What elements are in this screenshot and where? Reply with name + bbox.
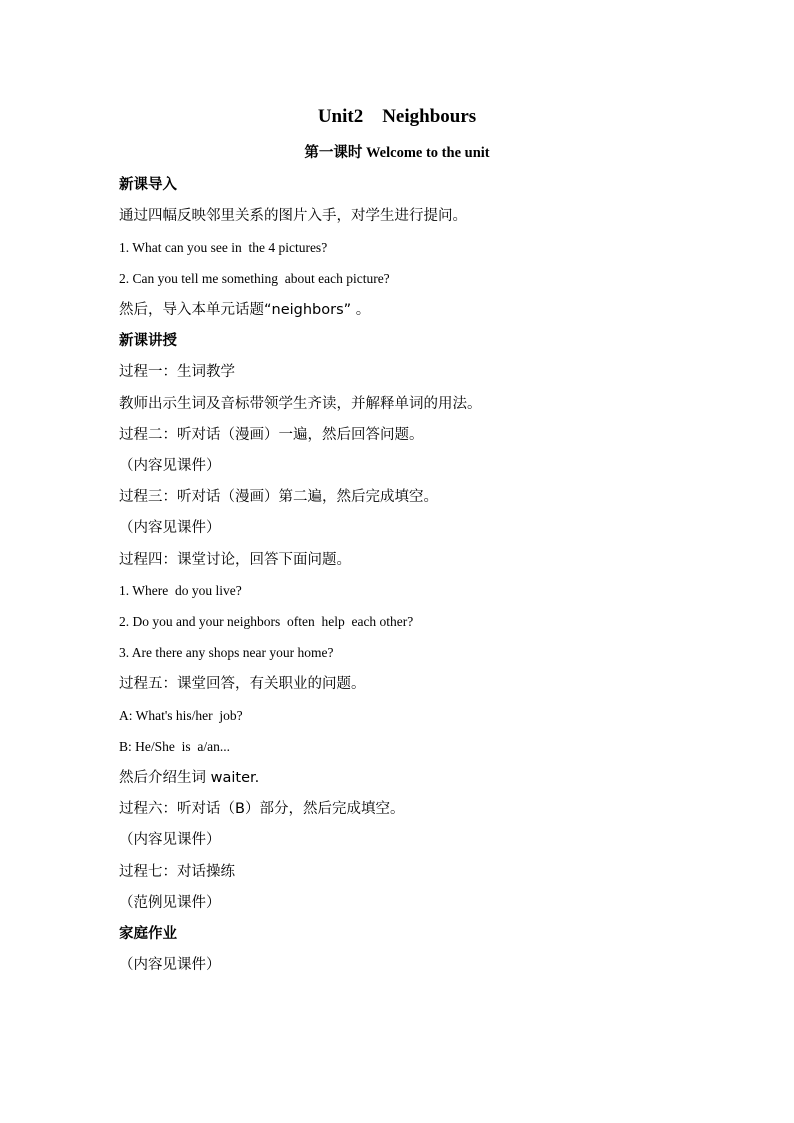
dialogue-line: A: What's his/her job? [119, 708, 243, 723]
document-title: Unit2 Neighbours [317, 106, 477, 127]
section-heading-new-lesson-intro: 新课导入 [119, 177, 177, 193]
question-text: 1. Where do you live? [119, 583, 242, 598]
section-heading-homework: 家庭作业 [119, 926, 177, 942]
question-text: 1. What can you see in the 4 pictures? [119, 240, 328, 255]
question-text: 2. Can you tell me something about each picture? [119, 271, 390, 286]
dialogue-line: B: He/She is a/an... [119, 739, 230, 754]
body-note: （内容见课件） [119, 832, 221, 848]
body-text: 教师出示生词及音标带领学生齐读，并解释单词的用法。 [119, 396, 482, 412]
section-heading-new-lesson: 新课讲授 [119, 333, 177, 349]
body-text: 然后介绍生词 waiter. [119, 770, 260, 786]
question-text: 3. Are there any shops near your home? [119, 645, 334, 660]
lesson-subtitle: 第一课时 Welcome to the unit [304, 145, 490, 161]
process-step: 过程六：听对话（B）部分，然后完成填空。 [119, 801, 405, 817]
body-text: 通过四幅反映邻里关系的图片入手，对学生进行提问。 [119, 208, 467, 224]
process-step: 过程七：对话操练 [119, 864, 235, 880]
body-note: （范例见课件） [119, 895, 221, 911]
body-note: （内容见课件） [119, 520, 221, 536]
process-step: 过程四：课堂讨论，回答下面问题。 [119, 552, 351, 568]
process-step: 过程二：听对话（漫画）一遍，然后回答问题。 [119, 427, 424, 443]
process-step: 过程一：生词教学 [119, 364, 235, 380]
body-note: （内容见课件） [119, 957, 221, 973]
body-text: 然后，导入本单元话题“neighbors” 。 [119, 302, 371, 318]
body-note: （内容见课件） [119, 458, 221, 474]
question-text: 2. Do you and your neighbors often help each other? [119, 614, 414, 629]
process-step: 过程三：听对话（漫画）第二遍，然后完成填空。 [119, 489, 438, 505]
process-step: 过程五：课堂回答，有关职业的问题。 [119, 676, 366, 692]
